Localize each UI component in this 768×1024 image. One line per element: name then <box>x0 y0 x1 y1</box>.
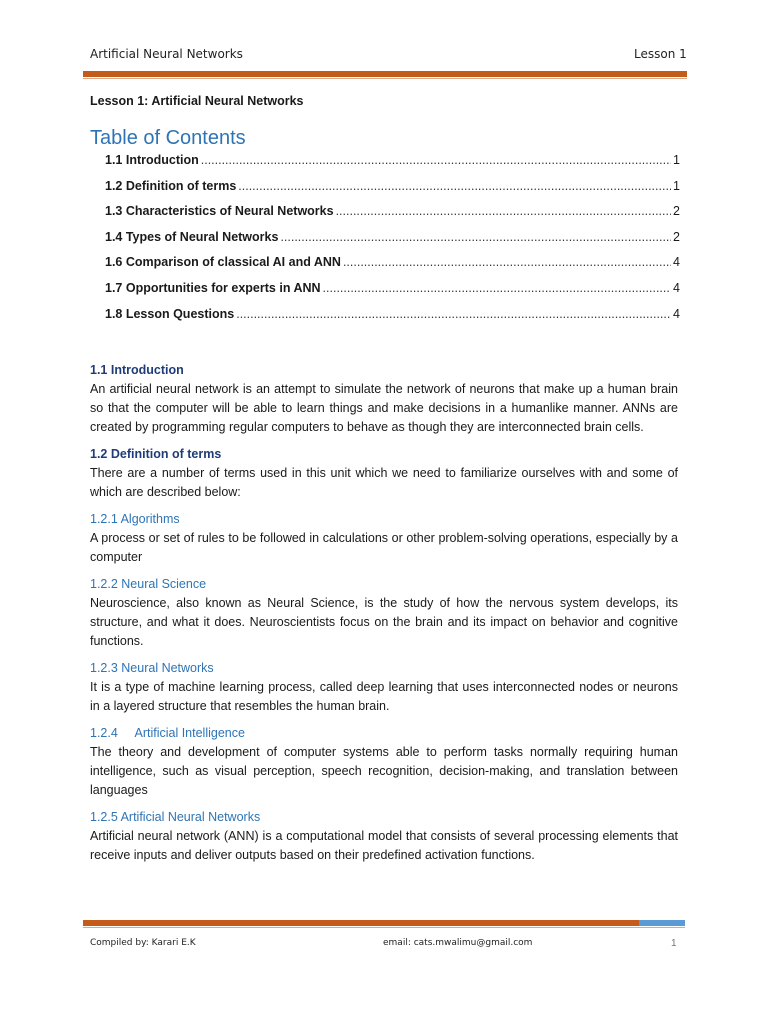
toc-entry-page: 2 <box>673 229 680 244</box>
section-heading-introduction: 1.1 Introduction <box>90 363 184 377</box>
toc-entry-lesson-questions[interactable] <box>105 307 680 333</box>
subsection-heading-ann: 1.2.5 Artificial Neural Networks <box>90 810 261 824</box>
toc-entry-opportunities[interactable] <box>105 281 680 307</box>
section-heading-definitions: 1.2 Definition of terms <box>90 447 222 461</box>
toc-entry-comparison[interactable] <box>105 255 680 281</box>
header-title: Artificial Neural Networks <box>90 47 243 61</box>
toc-entry-label: 1.8 Lesson Questions <box>105 306 235 321</box>
toc-entry-label: 1.2 Definition of terms <box>105 178 237 193</box>
toc-leader <box>343 255 671 269</box>
toc-entry-characteristics[interactable] <box>105 204 680 230</box>
lesson-heading: Lesson 1: Artificial Neural Networks <box>90 94 304 108</box>
toc-entry-page: 2 <box>673 204 680 219</box>
toc-leader <box>323 281 672 295</box>
toc-leader <box>201 153 671 167</box>
header-lesson: Lesson 1 <box>634 47 687 61</box>
footer-rule-thin <box>83 927 685 928</box>
toc-entry-label: 1.1 Introduction <box>105 153 199 167</box>
toc-entry-page: 4 <box>673 306 680 321</box>
header-rule-thin <box>83 78 687 79</box>
footer-email[interactable]: email: cats.mwalimu@gmail.com <box>383 938 533 948</box>
toc-entry-label: 1.6 Comparison of classical AI and ANN <box>105 255 341 270</box>
subsection-heading-ai: 1.2.4 Artificial Intelligence <box>90 726 245 740</box>
toc-leader <box>236 307 671 321</box>
toc-entry-page: 1 <box>673 153 680 167</box>
document-body <box>90 359 678 871</box>
subsection-text-ai: The theory and development of computer systems able to perform tasks normally requiring human intelligence, such as visual perception, speech recognition, decision-making, and translation between languages <box>90 745 678 797</box>
footer-page-number: 1 <box>671 938 677 949</box>
subsection-text-neural-networks: It is a type of machine learning process, called deep learning that uses interconnected nodes or neurons in a layered structure that resembles the human brain. <box>90 680 678 713</box>
toc-entry-label: 1.4 Types of Neural Networks <box>105 229 279 244</box>
footer-rule-orange <box>83 920 639 926</box>
toc-leader <box>336 204 671 218</box>
toc-entry-page: 4 <box>673 280 680 295</box>
header-rule <box>83 71 687 77</box>
toc-entry-introduction[interactable] <box>105 153 680 179</box>
subsection-text-neural-science: Neuroscience, also known as Neural Science, is the study of how the nervous system develops, its structure, and what it does. Neuroscientists focus on the brain and its impact on behavior and cognitive functions. <box>90 596 678 648</box>
toc-leader <box>280 230 671 244</box>
subsection-text-ann: Artificial neural network (ANN) is a computational model that consists of several processing elements that receive inputs and deliver outputs based on their predefined activation functions. <box>90 829 678 862</box>
subsection-heading-algorithms: 1.2.1 Algorithms <box>90 512 180 526</box>
section-text-definitions: There are a number of terms used in this unit which we need to familiarize ourselves with and some of which are described below: <box>90 466 678 499</box>
subsection-heading-neural-science: 1.2.2 Neural Science <box>90 577 207 591</box>
toc-list <box>105 153 680 332</box>
subsection-heading-neural-networks: 1.2.3 Neural Networks <box>90 661 214 675</box>
toc-entry-page: 4 <box>673 255 680 270</box>
toc-entry-page: 1 <box>673 178 680 193</box>
toc-entry-types[interactable] <box>105 230 680 256</box>
toc-leader <box>238 179 671 193</box>
toc-entry-label: 1.3 Characteristics of Neural Networks <box>105 204 334 219</box>
footer-compiled-by: Compiled by: Karari E.K <box>90 938 196 948</box>
footer-rule-blue <box>639 920 685 926</box>
toc-title: Table of Contents <box>90 127 246 149</box>
subsection-text-algorithms: A process or set of rules to be followed in calculations or other problem-solving operations, especially by a computer <box>90 531 678 564</box>
toc-entry-definition-of-terms[interactable] <box>105 179 680 205</box>
section-text-introduction: An artificial neural network is an attempt to simulate the network of neurons that make up a human brain so that the computer will be able to learn things and make decisions in a humanlike manner. ANNs are created by programming regular computers to behave as though they are interconnected brain cells. <box>90 382 678 434</box>
toc-entry-label: 1.7 Opportunities for experts in ANN <box>105 280 321 295</box>
